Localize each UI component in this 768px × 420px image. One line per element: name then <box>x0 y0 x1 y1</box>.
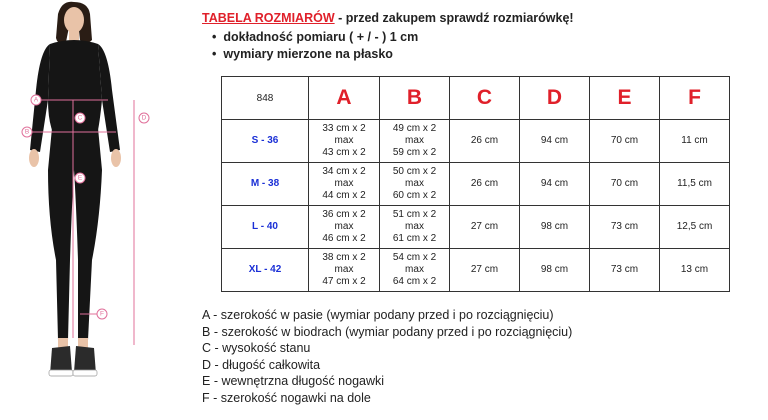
hem-cell: 12,5 cm <box>660 206 730 249</box>
waist-max: 47 cm x 2 <box>322 276 366 287</box>
waist-cell <box>309 163 380 206</box>
length-cell: 98 cm <box>520 206 590 249</box>
column-header-b: B <box>380 77 450 120</box>
marker-f-label: F <box>100 310 104 318</box>
legend-text: - szerokość w biodrach (wymiar podany przed i po rozciągnięciu) <box>210 324 573 339</box>
hip-max-label: max <box>405 178 424 189</box>
column-header-c: C <box>450 77 520 120</box>
legend-text: - szerokość nogawki na dole <box>209 390 371 405</box>
measurement-legend <box>202 307 572 406</box>
inseam-cell: 70 cm <box>590 163 660 206</box>
hip-min: 51 cm x 2 <box>392 209 437 220</box>
legend-item <box>202 373 572 390</box>
hip-max: 60 cm x 2 <box>392 190 437 201</box>
note-item: • dokładność pomiaru ( + / - ) 1 cm <box>212 29 418 46</box>
legend-item <box>202 324 572 341</box>
size-label: L - 40 <box>222 206 309 249</box>
legend-letter: D <box>202 357 212 372</box>
rise-cell: 26 cm <box>450 163 520 206</box>
legend-text: - wewnętrzna długość nogawki <box>210 374 385 388</box>
waist-max-label: max <box>334 264 354 275</box>
model-measurement-figure <box>0 0 170 420</box>
marker-c-label: C <box>77 114 83 122</box>
waist-max-label: max <box>334 221 354 232</box>
size-table <box>221 76 730 292</box>
legend-letter: C <box>202 341 212 355</box>
legend-text: - wysokość stanu <box>211 341 311 355</box>
legend-text: - szerokość w pasie (wymiar podany przed i po rozciągnięciu) <box>209 308 554 322</box>
length-cell: 98 cm <box>520 249 590 292</box>
table-header-row <box>222 77 730 120</box>
legend-letter: B <box>202 324 211 339</box>
inseam-cell: 70 cm <box>590 120 660 163</box>
rise-cell: 26 cm <box>450 120 520 163</box>
marker-e-label: E <box>77 174 83 182</box>
legend-letter: E <box>202 374 211 388</box>
hip-max: 61 cm x 2 <box>392 233 437 244</box>
table-row <box>222 206 730 249</box>
waist-max: 43 cm x 2 <box>322 147 366 158</box>
size-label: S - 36 <box>222 120 309 163</box>
legend-item <box>202 390 572 407</box>
model-photo <box>29 2 121 376</box>
waist-cell <box>309 206 380 249</box>
table-row <box>222 163 730 206</box>
legend-item <box>202 357 572 374</box>
hip-max: 64 cm x 2 <box>392 276 437 287</box>
marker-b-label: B <box>24 128 30 136</box>
marker-a-label: A <box>33 96 39 104</box>
size-label: XL - 42 <box>222 249 309 292</box>
rise-cell: 27 cm <box>450 206 520 249</box>
hip-cell <box>380 120 450 163</box>
table-row <box>222 120 730 163</box>
table-row <box>222 249 730 292</box>
hem-cell: 11 cm <box>660 120 730 163</box>
length-cell: 94 cm <box>520 120 590 163</box>
waist-cell <box>309 249 380 292</box>
hip-cell <box>380 206 450 249</box>
inseam-cell: 73 cm <box>590 249 660 292</box>
column-header-f: F <box>660 77 730 120</box>
length-cell: 94 cm <box>520 163 590 206</box>
waist-max-label: max <box>334 178 354 189</box>
note-item: • wymiary mierzone na płasko <box>212 46 418 63</box>
marker-d-label: D <box>141 114 147 122</box>
waist-min: 34 cm x 2 <box>322 166 366 177</box>
hip-min: 50 cm x 2 <box>392 166 437 177</box>
column-header-d: D <box>520 77 590 120</box>
heading-subtitle: - przed zakupem sprawdź rozmiarówkę! <box>334 11 574 25</box>
size-label: M - 38 <box>222 163 309 206</box>
waist-cell <box>309 120 380 163</box>
waist-max: 44 cm x 2 <box>322 190 366 201</box>
hip-max-label: max <box>405 221 424 232</box>
hip-cell <box>380 163 450 206</box>
legend-item <box>202 307 572 324</box>
heading-title: TABELA ROZMIARÓW <box>202 11 335 25</box>
waist-min: 38 cm x 2 <box>322 252 366 263</box>
column-header-e: E <box>590 77 660 120</box>
waist-min: 33 cm x 2 <box>322 123 366 134</box>
legend-letter: F <box>202 390 210 405</box>
column-header-a: A <box>309 77 380 120</box>
page-heading <box>202 11 574 25</box>
hip-max-label: max <box>405 135 424 146</box>
hip-min: 49 cm x 2 <box>392 123 437 134</box>
waist-max: 46 cm x 2 <box>322 233 366 244</box>
notes-list <box>212 29 418 63</box>
product-code-cell: 848 <box>222 77 309 120</box>
legend-item <box>202 340 572 357</box>
legend-letter: A <box>202 308 210 322</box>
legend-text: - długość całkowita <box>211 357 321 372</box>
waist-min: 36 cm x 2 <box>322 209 366 220</box>
hip-max-label: max <box>405 264 424 275</box>
rise-cell: 27 cm <box>450 249 520 292</box>
hip-cell <box>380 249 450 292</box>
inseam-cell: 73 cm <box>590 206 660 249</box>
hip-min: 54 cm x 2 <box>392 252 437 263</box>
hip-max: 59 cm x 2 <box>392 147 437 158</box>
waist-max-label: max <box>334 135 354 146</box>
hem-cell: 13 cm <box>660 249 730 292</box>
hem-cell: 11,5 cm <box>660 163 730 206</box>
